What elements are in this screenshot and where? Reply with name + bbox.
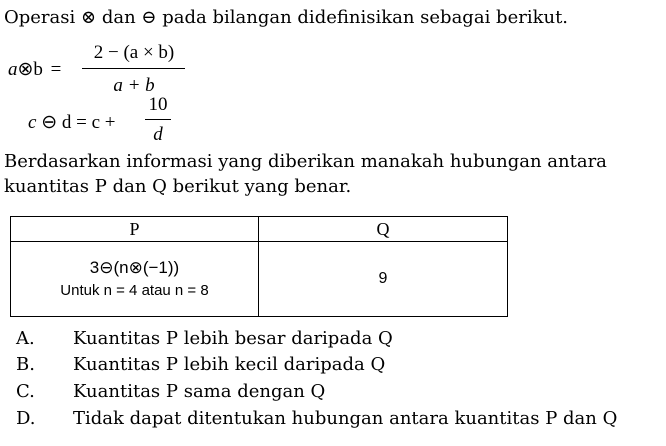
table-row [11,242,508,317]
option-a[interactable] [0,330,666,350]
option-text: Tidak dapat ditentukan hubungan antara kuantitas P dan Q [73,408,618,429]
otimes-operator: ⊗ [17,59,34,80]
definition-ominus-denominator: d [153,124,163,145]
fraction-bar-ominus [145,119,171,120]
cell-q: 9 [259,242,508,317]
question-line-1: Berdasarkan informasi yang diberikan manakah hubungan antara [4,151,607,172]
option-b[interactable] [0,356,666,376]
option-c[interactable] [0,383,666,403]
option-text: Kuantitas P lebih besar daripada Q [73,328,393,349]
intro-text-operasi: Operasi [4,7,76,28]
var-d: d [61,112,72,133]
question-line-2: kuantitas P dan Q berikut yang benar. [4,176,352,197]
header-q: Q [259,217,508,242]
option-letter: B. [16,354,35,375]
var-b: b [33,59,43,80]
otimes-symbol: ⊗ [81,7,97,28]
intro-sentence [4,9,568,27]
comparison-table [10,216,508,317]
header-p: P [11,217,259,242]
option-letter: A. [16,328,35,349]
cell-p [11,242,259,317]
intro-text-dan: dan [101,7,136,28]
equals-sign: = [76,112,87,133]
intro-text-rest: pada bilangan didefinisikan sebagai berikut. [162,7,569,28]
var-c-rhs: c [91,112,101,133]
ominus-operator: ⊖ [41,112,58,133]
fraction-bar-otimes [82,68,185,69]
equals-sign: = [50,59,62,80]
definition-otimes-lhs [8,60,61,79]
p-expression: 3⊖(n⊗(−1)) [89,258,180,277]
definition-ominus-lhs [28,113,115,132]
option-d[interactable] [0,410,666,430]
ominus-symbol: ⊖ [141,7,157,28]
plus-sign: + [104,112,116,133]
option-letter: D. [16,408,36,429]
p-condition: Untuk n = 4 atau n = 8 [60,282,209,300]
option-letter: C. [16,381,35,402]
table-header-row [11,217,508,242]
definition-otimes-numerator: 2 − (a × b) [93,42,175,63]
var-c: c [28,112,37,133]
definition-ominus-numerator: 10 [148,94,168,115]
option-text: Kuantitas P lebih kecil daripada Q [73,354,386,375]
definition-otimes-denominator: a + b [113,75,155,96]
var-a: a [8,59,18,80]
option-text: Kuantitas P sama dengan Q [73,381,326,402]
